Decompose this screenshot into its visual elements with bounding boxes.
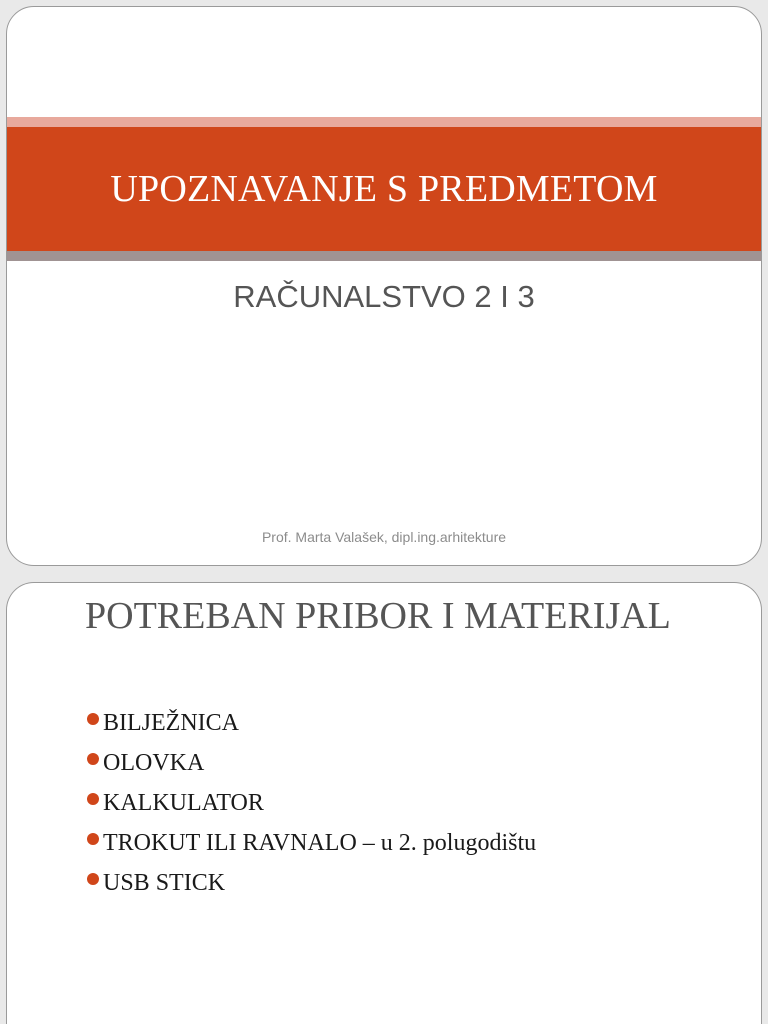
list-item <box>87 703 536 743</box>
list-item-text: TROKUT ILI RAVNALO – u 2. polugodištu <box>103 829 537 856</box>
list-item <box>87 783 536 823</box>
title-slide <box>6 6 762 566</box>
slide-author: Prof. Marta Valašek, dipl.ing.arhitekture <box>261 529 507 545</box>
bullet-dot-icon <box>87 713 99 725</box>
title-band-bottom-stripe <box>7 251 761 261</box>
bullet-dot-icon <box>87 873 99 885</box>
materials-list <box>87 703 536 903</box>
slide-subtitle: RAČUNALSTVO 2 I 3 <box>233 279 535 314</box>
bullet-dot-icon <box>87 793 99 805</box>
title-band <box>7 127 761 251</box>
materials-slide-title: POTREBAN PRIBOR I MATERIJAL <box>85 595 671 637</box>
slide-title: UPOZNAVANJE S PREDMETOM <box>110 168 658 210</box>
bullet-dot-icon <box>87 753 99 765</box>
list-item <box>87 823 536 863</box>
list-item-text: BILJEŽNICA <box>103 709 239 736</box>
list-item-text: KALKULATOR <box>103 789 264 816</box>
bullet-dot-icon <box>87 833 99 845</box>
materials-slide <box>6 582 762 1024</box>
title-band-top-stripe <box>7 117 761 127</box>
list-item <box>87 863 536 903</box>
list-item <box>87 743 536 783</box>
list-item-text: USB STICK <box>103 869 226 896</box>
list-item-text: OLOVKA <box>103 749 205 776</box>
